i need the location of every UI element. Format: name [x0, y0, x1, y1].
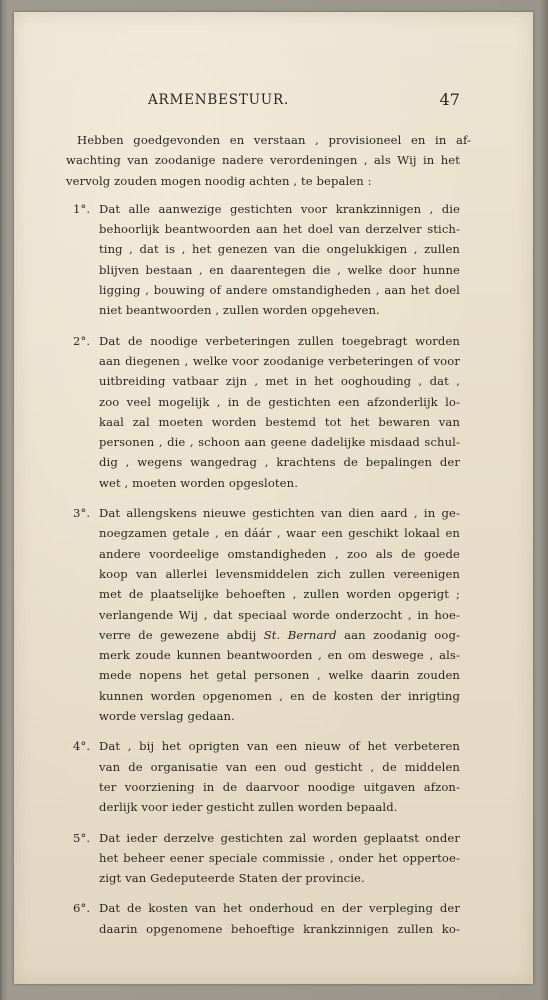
article-line: ting , dat is , het genezen van die ongelukkigen , zullen	[99, 242, 460, 257]
intro-line: wachting van zoodanige nadere verordeningen , als Wij in het	[66, 153, 460, 168]
article-line: Dat de kosten van het onderhoud en der verpleging der	[99, 901, 460, 916]
article-4	[66, 736, 460, 817]
article-line: Dat de noodige verbeteringen zullen toegebragt worden	[99, 333, 460, 348]
article-number: 3°.	[73, 506, 91, 521]
article-line: noegzamen getale , en dáár , waar een geschikt lokaal en	[99, 526, 460, 541]
article-line: met de plaatselijke behoeften , zullen worden opgerigt ;	[99, 587, 460, 602]
article-line: verre de gewezene abdij St. Bernard aan zoodanig oog-	[99, 627, 460, 642]
article-line: derlijk voor ieder gesticht zullen worden bepaald.	[99, 800, 398, 815]
article-line: andere voordeelige omstandigheden , zoo als de goede	[99, 546, 460, 561]
article-line: aan diegenen , welke voor zoodanige verbeteringen of voor	[99, 353, 460, 368]
article-3	[66, 503, 460, 726]
article-line: kunnen worden opgenomen , en de kosten der inrigting	[99, 688, 460, 703]
article-number: 5°.	[73, 830, 91, 845]
page-body	[66, 130, 471, 949]
article-line: Dat , bij het oprigten van een nieuw of het verbeteren	[99, 739, 460, 754]
article-line: wet , moeten worden opgesloten.	[99, 475, 298, 490]
article-line: uitbreiding vatbaar zijn , met in het ooghouding , dat ,	[99, 374, 460, 389]
running-title: ARMENBESTUUR.	[148, 92, 290, 108]
article-line: dig , wegens wangedrag , krachtens de bepalingen der	[99, 455, 460, 470]
article-5	[66, 828, 460, 889]
article-1	[66, 199, 460, 321]
article-line: Dat ieder derzelve gestichten zal worden geplaatst onder	[99, 830, 460, 845]
article-line: ter voorziening in de daarvoor noodige uitgaven afzon-	[99, 779, 460, 794]
article-line: Dat allengskens nieuwe gestichten van dien aard , in ge-	[99, 506, 460, 521]
intro-line: vervolg zouden mogen noodig achten , te bepalen :	[66, 173, 372, 188]
article-line: personen , die , schoon aan geene dadelijke misdaad schul-	[99, 435, 460, 450]
article-line: daarin opgenomene behoeftige krankzinnigen zullen ko-	[99, 921, 460, 936]
intro-line: Hebben goedgevonden en verstaan , provisioneel en in af-	[77, 133, 471, 147]
article-line: Dat alle aanwezige gestichten voor krankzinnigen , die	[99, 201, 460, 216]
article-line: merk zoude kunnen beantwoorden , en om deswege , als-	[99, 648, 460, 663]
article-line: ligging , bouwing of andere omstandigheden , aan het doel	[99, 283, 460, 298]
article-line: niet beantwoorden , zullen worden opgeheven.	[99, 303, 380, 318]
article-2	[66, 331, 460, 493]
article-number: 6°.	[73, 901, 91, 916]
page-number: 47	[439, 90, 460, 109]
article-number: 4°.	[73, 739, 91, 754]
article-line: behoorlijk beantwoorden aan het doel van derzelver stich-	[99, 222, 460, 237]
book-page	[14, 12, 533, 984]
article-line: zoo veel mogelijk , in de gestichten een afzonderlijk lo-	[99, 394, 460, 409]
intro-paragraph	[66, 130, 471, 191]
article-line: verlangende Wij , dat speciaal worde onderzocht , in hoe-	[99, 607, 460, 622]
article-line: mede nopens het getal personen , welke daarin zouden	[99, 668, 460, 683]
article-line: blijven bestaan , en daarentegen die , welke door hunne	[99, 262, 460, 277]
running-head	[66, 90, 460, 112]
article-6	[66, 898, 460, 939]
article-line: kaal zal moeten worden bestemd tot het bewaren van	[99, 414, 460, 429]
article-line: zigt van Gedeputeerde Staten der provincie.	[99, 871, 365, 886]
article-number: 2°.	[73, 333, 91, 348]
article-line: koop van allerlei levensmiddelen zich zullen vereenigen	[99, 566, 460, 581]
article-line: worde verslag gedaan.	[99, 709, 235, 724]
article-line: van de organisatie van een oud gesticht , de middelen	[99, 759, 460, 774]
article-number: 1°.	[73, 201, 91, 216]
article-line: het beheer eener speciale commissie , onder het oppertoe-	[99, 850, 460, 865]
